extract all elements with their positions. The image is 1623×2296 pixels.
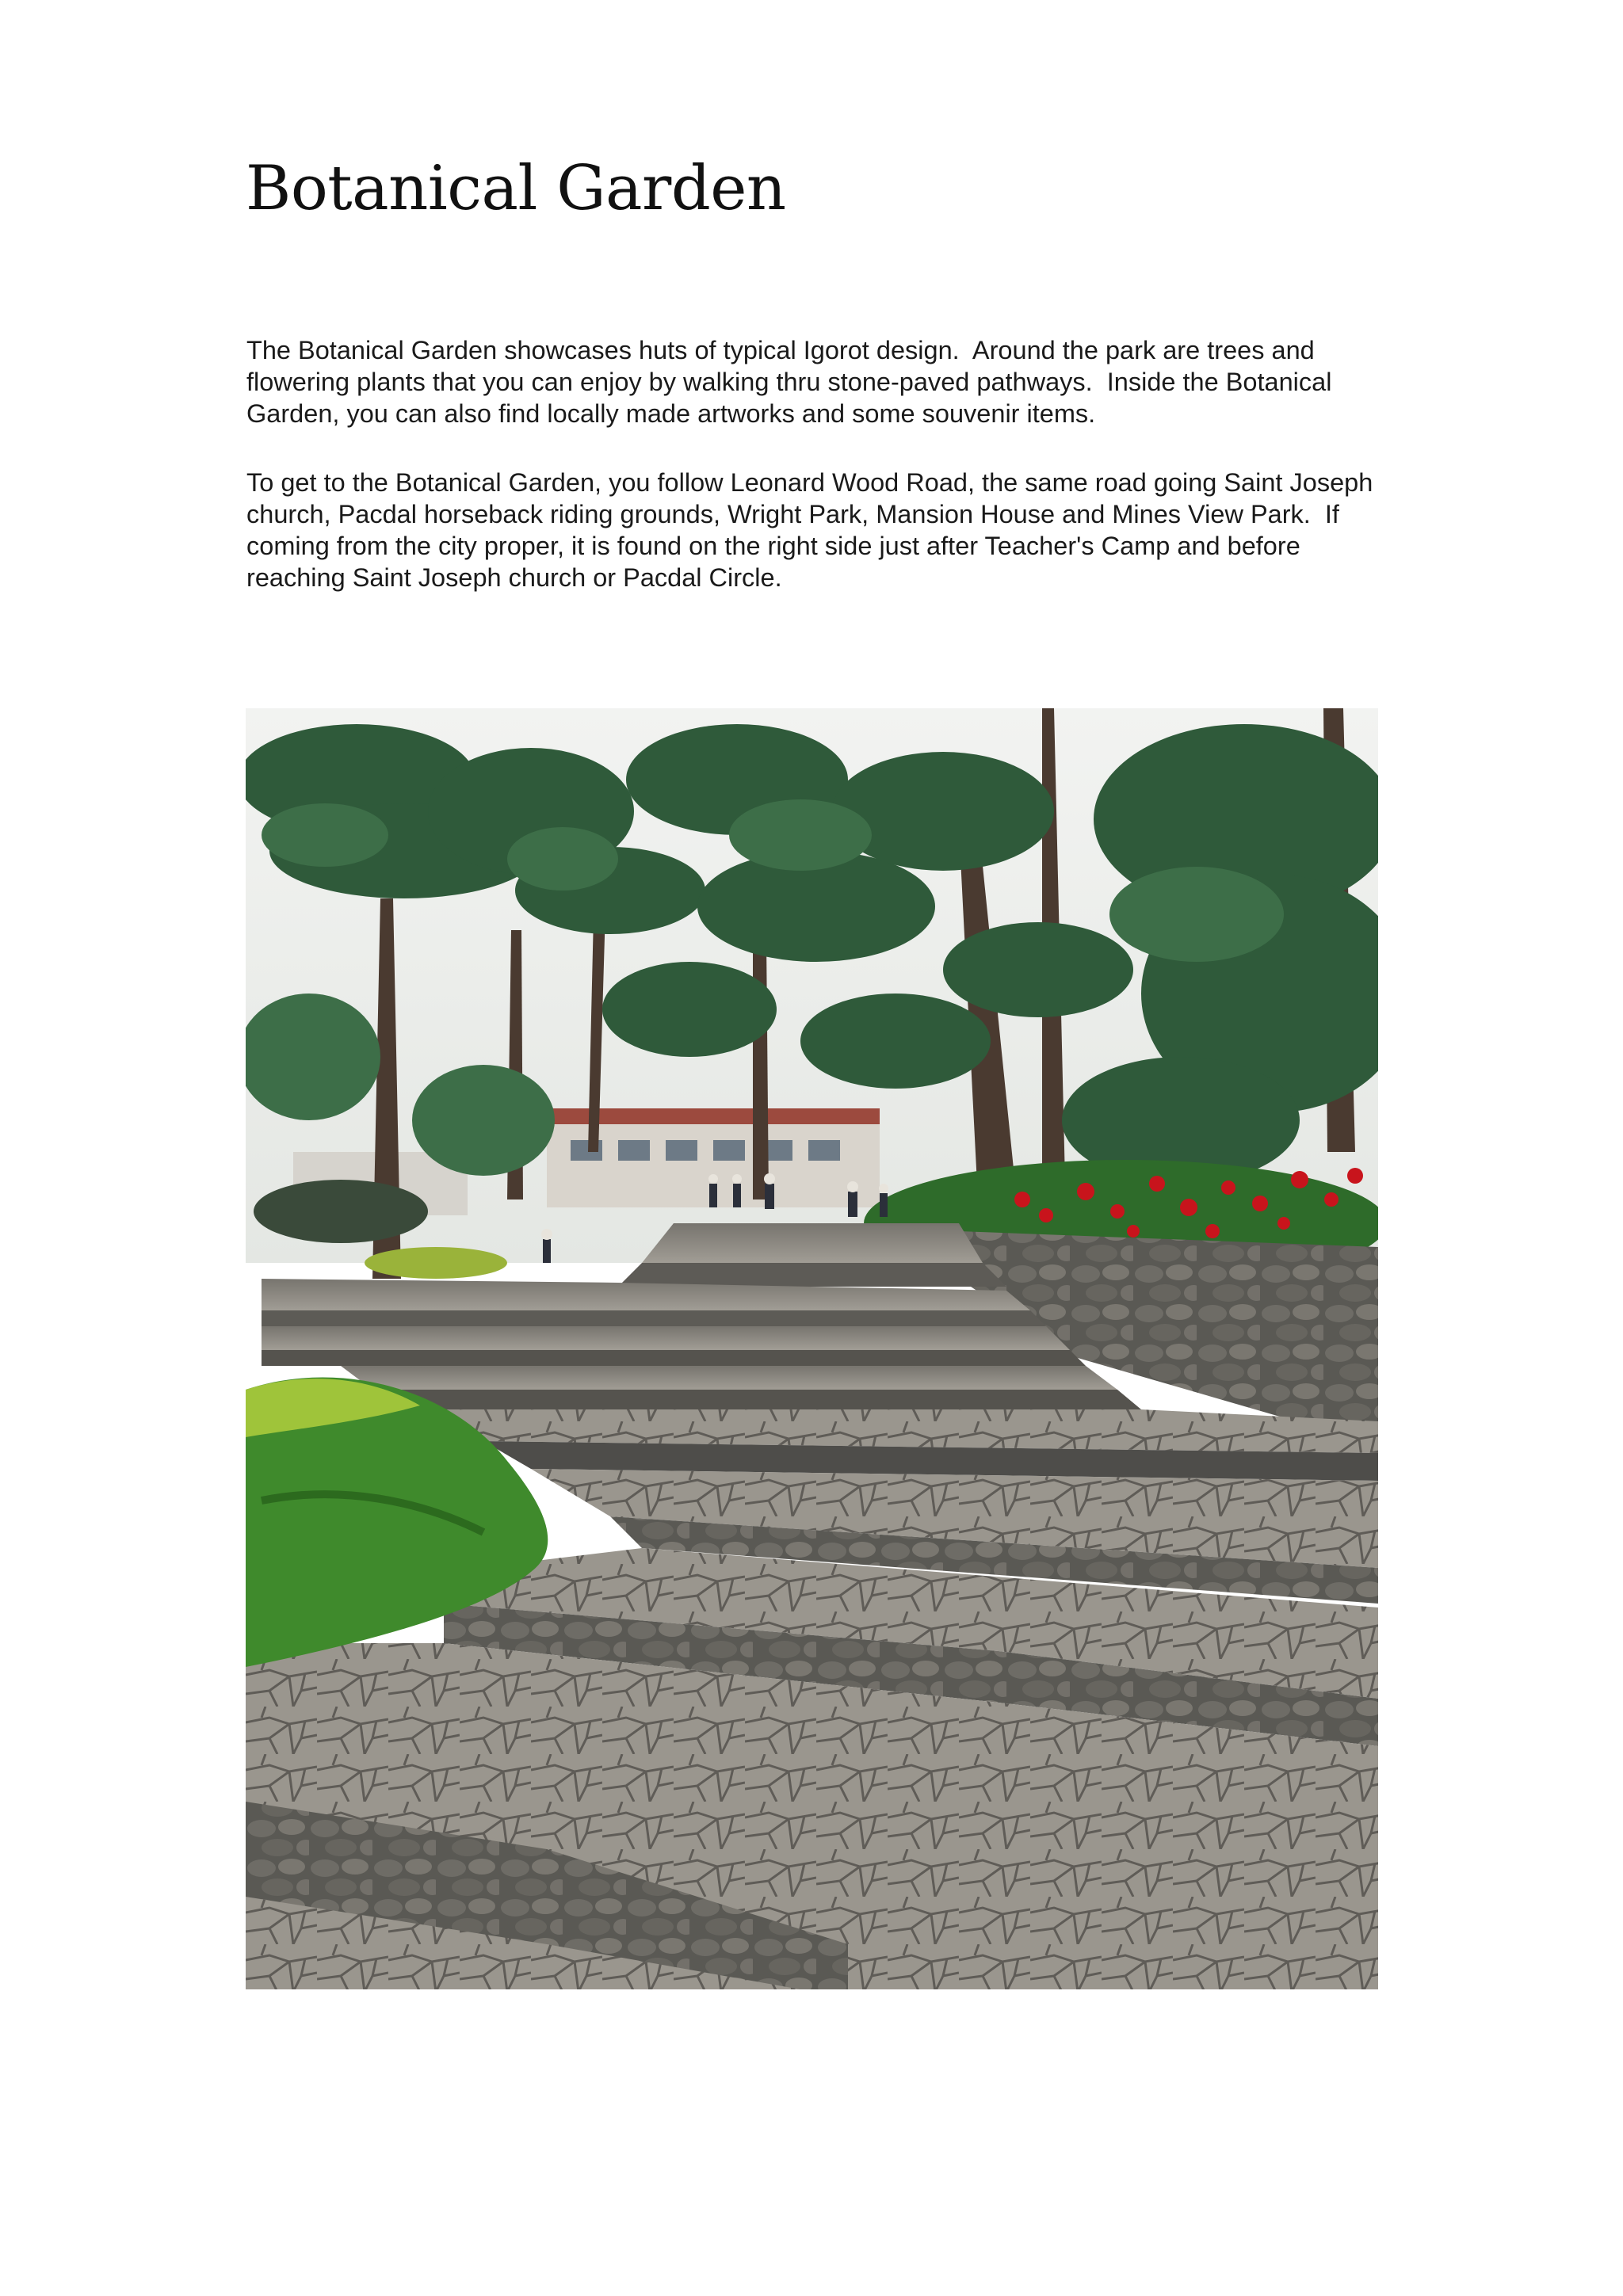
paragraph-description: The Botanical Garden showcases huts of typical Igorot design. Around the park are trees and flowering plants that you can enjoy by walking thru stone-paved pathways. Inside the Botanical Garden, you can also find locally made artworks and some souvenir items. [246,336,1339,428]
paragraph-directions: To get to the Botanical Garden, you follow Leonard Wood Road, the same road going Saint Joseph church, Pacdal horseback riding grounds, Wright Park, Mansion House and Mines View Park. If coming from the city proper, it is found on the right side just after Teacher's Camp and before reaching Saint Joseph church or Pacdal Circle. [246,468,1381,592]
garden-stairs-illustration [246,708,1378,1989]
garden-stairs-photo [246,708,1378,1989]
page-title: Botanical Garden [246,153,786,224]
